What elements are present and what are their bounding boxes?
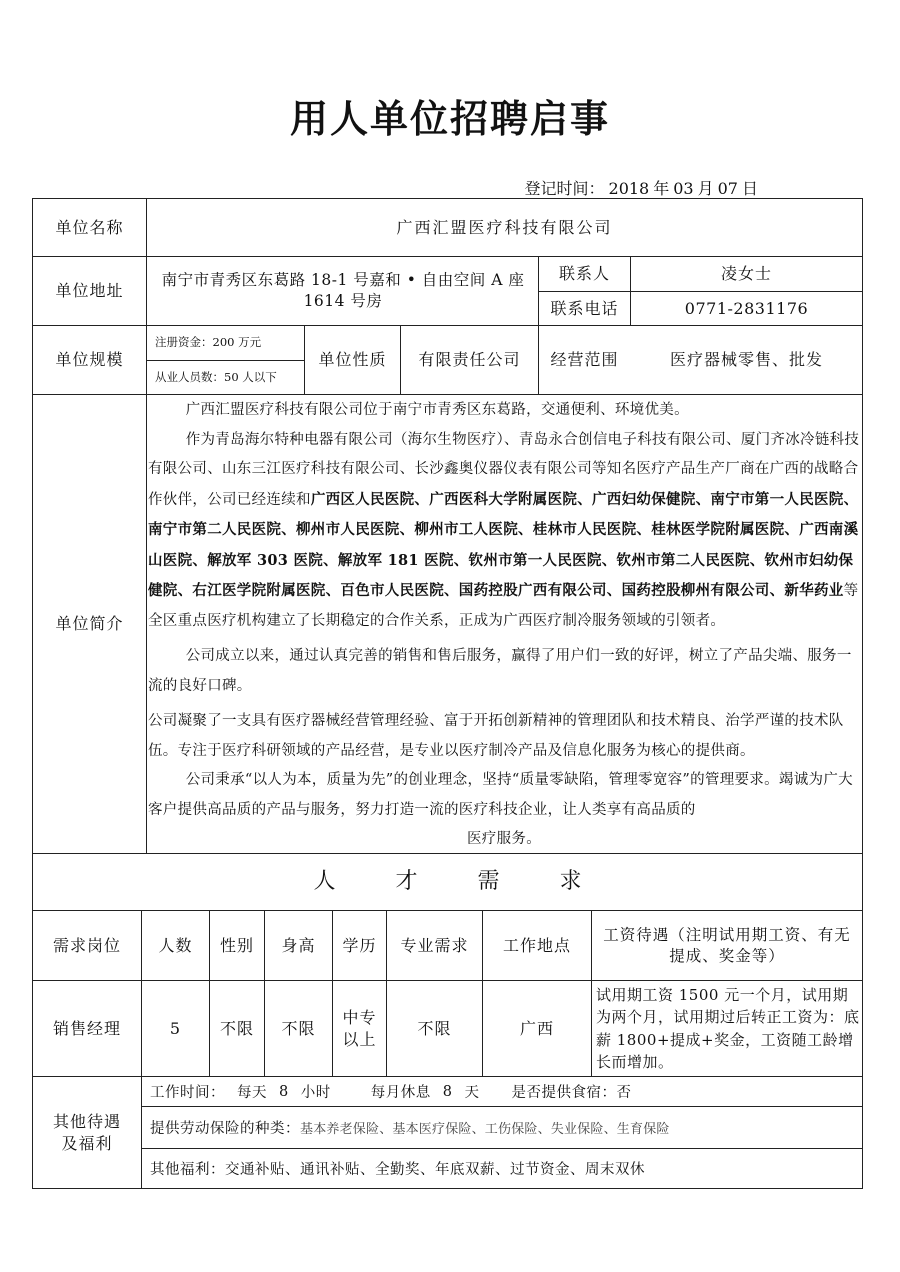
business-scope: 医疗器械零售、批发 — [669, 350, 823, 370]
partner-hospitals: 广西区人民医院、广西医科大学附属医院、广西妇幼保健院、南宁市第一人民医院、南宁市第二人民医院、柳州市人民医院、柳州市工人医院、桂林市人民医院、桂林医学院附属医院、广西南溪山医院、解放军 303 医院、解放军 181 医院、钦州市第一人民医院、钦州市第二人民医院、钦州市妇幼保健院、右江医学院附属医院、百色市人民医院、国药控股广西有限公司、国药控股柳州有限公司、新华药业 — [148, 490, 859, 599]
talent-section-heading: 人 才 需 求 — [313, 869, 582, 895]
company-nature: 有限责任公司 — [418, 350, 521, 370]
registered-capital: 注册资金：200 万元 — [155, 335, 262, 350]
major-value: 不限 — [417, 1018, 452, 1038]
header-location: 工作地点 — [502, 935, 571, 955]
contact-phone: 0771-2831176 — [684, 298, 809, 318]
intro-paragraph: 医疗服务。 — [467, 831, 541, 847]
contact-person: 凌女士 — [720, 264, 772, 284]
work-time-row: 工作时间： 每天 8 小时 每月休息 8 天 是否提供食宿：否 — [150, 1083, 632, 1101]
other-benefits: 其他福利：交通补贴、通讯补贴、全勤奖、年底双薪、过节资金、周末双休 — [150, 1162, 645, 1178]
intro-paragraph: 广西汇盟医疗科技有限公司位于南宁市青秀区东葛路，交通便利、环境优美。 — [185, 402, 689, 418]
header-count: 人数 — [158, 935, 193, 955]
label-scope: 经营范围 — [550, 350, 619, 370]
company-name: 广西汇盟医疗科技有限公司 — [396, 217, 613, 237]
insurance-row: 提供劳动保险的种类： 基本养老保险、基本医疗保险、工伤保险、失业保险、生育保险 — [150, 1121, 670, 1137]
intro-paragraph: 作为青岛海尔特种电器有限公司（海尔生物医疗）、青岛永合创信电子科技有限公司、厦门齐冰冷链科技有限公司、山东三江医疗科技有限公司、长沙鑫奥仪器仪表有限公司等知名医疗产品生产厂商在广西的战略合作伙伴，公司已经连续和广西区人民医院、广西医科大学附属医院、广西妇幼保健院、南宁市第一人民医院、南宁市第二人民医院、柳州市人民医院、柳州市工人医院、桂林市人民医院、桂林医学院附属医院、广西南溪山医院、解放军 303 医院、解放军 181 医院、钦州市第一人民医院、钦州市第二人民医院、钦州市妇幼保健院、右江医学院附属医院、百色市人民医院、国药控股广西有限公司、国药控股柳州有限公司、新华药业等全区重点医疗机构建立了长期稳定的合作关系，正成为广西医疗制冷服务领域的引领者。 — [148, 431, 860, 629]
registration-date: 登记时间： 2018 年 03 月 07 日 — [524, 179, 758, 198]
count-value: 5 — [169, 1018, 182, 1038]
company-address: 南宁市青秀区东葛路 18-1 号嘉和 • 自由空间 A 座 1614 号房 — [161, 271, 525, 310]
employee-count: 从业人员数：50 人以下 — [155, 369, 277, 384]
gender-value: 不限 — [219, 1018, 254, 1038]
label-address: 单位地址 — [55, 281, 124, 301]
label-benefits: 其他待遇及福利 — [52, 1111, 121, 1153]
height-value: 不限 — [281, 1018, 316, 1038]
company-intro — [148, 396, 860, 855]
label-phone: 联系电话 — [550, 298, 619, 318]
page-title: 用人单位招聘启事 — [289, 97, 610, 141]
header-position: 需求岗位 — [52, 935, 121, 955]
salary-value: 试用期工资 1500 元一个月，试用期为两个月，试用期过后转正工资为：底薪 1800+提成+奖金，工资随工龄增长而增加。 — [596, 985, 860, 1071]
header-salary: 工资待遇（注明试用期工资、有无提成、奖金等） — [603, 925, 851, 965]
position-value: 销售经理 — [52, 1018, 121, 1038]
intro-paragraph: 公司凝聚了一支具有医疗器械经营管理经验、富于开拓创新精神的管理团队和技术精良、治学严谨的技术队伍。专注于医疗科研领域的产品经营，是专业以医疗制冷产品及信息化服务为核心的提供商。 — [148, 713, 844, 759]
intro-paragraph: 公司秉承“以人为本，质量为先”的创业理念，坚持“质量零缺陷，管理零宽容”的管理要求。竭诚为广大客户提供高品质的产品与服务，努力打造一流的医疗科技企业，让人类享有高品质的 — [148, 772, 853, 818]
label-company-name: 单位名称 — [55, 217, 124, 237]
header-education: 学历 — [342, 935, 377, 955]
header-major: 专业需求 — [400, 935, 469, 955]
label-intro: 单位简介 — [55, 614, 124, 634]
label-nature: 单位性质 — [318, 350, 387, 370]
education-value: 中专以上 — [342, 1007, 377, 1049]
label-scale: 单位规模 — [55, 350, 124, 370]
label-contact: 联系人 — [558, 264, 610, 284]
intro-paragraph: 公司成立以来，通过认真完善的销售和售后服务，赢得了用户们一致的好评，树立了产品尖端、服务一流的良好口碑。 — [148, 648, 852, 694]
header-gender: 性别 — [219, 935, 254, 955]
location-value: 广西 — [519, 1018, 554, 1038]
header-height: 身高 — [281, 935, 316, 955]
